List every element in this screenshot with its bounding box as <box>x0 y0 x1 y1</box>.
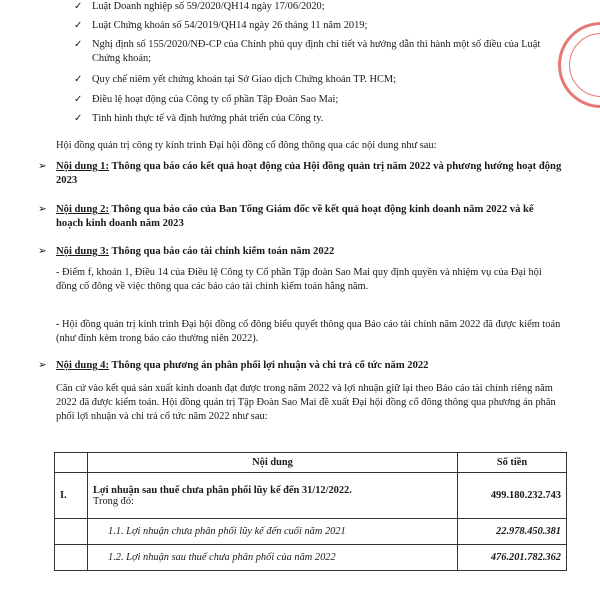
checkmark-icon: ✓ <box>74 1 83 12</box>
row-title: 1.2. Lợi nhuận sau thuế chưa phân phối của năm 2022 <box>88 545 458 571</box>
checkmark-icon: ✓ <box>74 74 83 85</box>
row-number <box>55 519 88 545</box>
content-title: Thông qua báo cáo của Ban Tổng Giám đốc về kết quả hoạt động kinh doanh năm 2022 và kế hoạch kinh doanh năm 2023 <box>56 204 534 229</box>
table-row <box>55 545 567 571</box>
row-title: 1.1. Lợi nhuận chưa phân phối lũy kế đến cuối năm 2021 <box>88 519 458 545</box>
row-number: I. <box>55 473 88 519</box>
content-item-3 <box>38 245 563 259</box>
arrow-bullet-icon: ➢ <box>38 161 47 172</box>
arrow-bullet-icon: ➢ <box>38 360 47 371</box>
row-amount: 499.180.232.743 <box>458 473 567 519</box>
basis-item: ✓ Điều lệ hoạt động của Công ty cổ phần Tập Đoàn Sao Mai; <box>74 94 339 105</box>
checkmark-icon: ✓ <box>74 39 83 50</box>
arrow-bullet-icon: ➢ <box>38 246 47 257</box>
checkmark-icon: ✓ <box>74 94 83 105</box>
table-header-cell: Số tiền <box>458 453 567 473</box>
row-title: Lợi nhuận sau thuế chưa phân phối lũy kế đến 31/12/2022. <box>93 484 352 496</box>
content-item-4 <box>38 359 563 373</box>
content-3-paragraph: - Hội đồng quản trị kính trình Đại hội đồng cổ đông biểu quyết thông qua Báo cáo tài chính năm 2022 đã được kiểm toán (như đính kèm trong báo cáo thường niên 2022). <box>56 319 561 344</box>
content-label: Nội dung 4: <box>56 360 109 371</box>
row-subtitle: Trong đó: <box>93 495 134 507</box>
profit-distribution-table <box>54 452 567 571</box>
row-amount: 476.201.782.362 <box>458 545 567 571</box>
checkmark-icon: ✓ <box>74 113 83 124</box>
basis-item: ✓ Tình hình thực tế và định hướng phát triển của Công ty. <box>74 113 324 124</box>
table-row <box>55 473 567 519</box>
content-title: Thông qua phương án phân phối lợi nhuận và chi trả cổ tức năm 2022 <box>108 360 429 371</box>
content-label: Nội dung 1: <box>56 161 109 172</box>
content-label: Nội dung 2: <box>56 204 109 215</box>
table-header-cell: Nội dung <box>88 453 458 473</box>
row-amount: 22.978.450.381 <box>458 519 567 545</box>
table-header-cell <box>55 453 88 473</box>
content-title: Thông qua báo cáo kết quả hoạt động của Hội đồng quản trị năm 2022 và phương hướng hoạt động 2023 <box>56 161 562 186</box>
arrow-bullet-icon: ➢ <box>38 204 47 215</box>
table-header-row <box>55 453 567 473</box>
basis-item: ✓ Quy chế niêm yết chứng khoán tại Sở Giao dịch Chứng khoán TP. HCM; <box>74 74 397 85</box>
red-seal-stamp <box>558 22 600 108</box>
row-number <box>55 545 88 571</box>
content-3-paragraph: - Điểm f, khoản 1, Điều 14 của Điều lệ Công ty Cổ phần Tập đoàn Sao Mai quy định quyền và nhiệm vụ của Đại hội đồng cổ đông về việc thông qua các báo cáo tài chính kiểm toán hằng năm. <box>56 267 542 292</box>
basis-item: ✓ Luật Doanh nghiệp số 59/2020/QH14 ngày 17/06/2020; <box>74 1 325 12</box>
content-item-1 <box>38 160 563 188</box>
content-4-paragraph: Căn cứ vào kết quả sản xuất kinh doanh đạt được trong năm 2022 và lợi nhuận giữ lại theo Báo cáo tài chính riêng năm 2022 đã được kiểm toán. Hội đồng quản trị Tập Đoàn Sao Mai đề xuất Đại hội đồng cổ đông thông qua phương án phân phối lợi nhuận và chi trả cổ tức năm 2022 như sau: <box>56 383 556 422</box>
basis-item: ✓ Nghị định số 155/2020/NĐ-CP của Chính phủ quy định chi tiết và hướng dẫn thi hành một số điều của Luật Chứng khoán; <box>74 39 541 64</box>
checkmark-icon: ✓ <box>74 20 83 31</box>
table-row <box>55 519 567 545</box>
content-title: Thông qua báo cáo tài chính kiểm toán năm 2022 <box>108 246 335 257</box>
content-label: Nội dung 3: <box>56 246 109 257</box>
content-item-2 <box>38 203 563 231</box>
basis-item: ✓ Luật Chứng khoán số 54/2019/QH14 ngày 26 tháng 11 năm 2019; <box>74 20 368 31</box>
row-description <box>88 473 458 519</box>
intro-paragraph: Hội đồng quản trị công ty kính trình Đại hội đồng cổ đông thông qua các nội dung như sau: <box>56 140 437 151</box>
